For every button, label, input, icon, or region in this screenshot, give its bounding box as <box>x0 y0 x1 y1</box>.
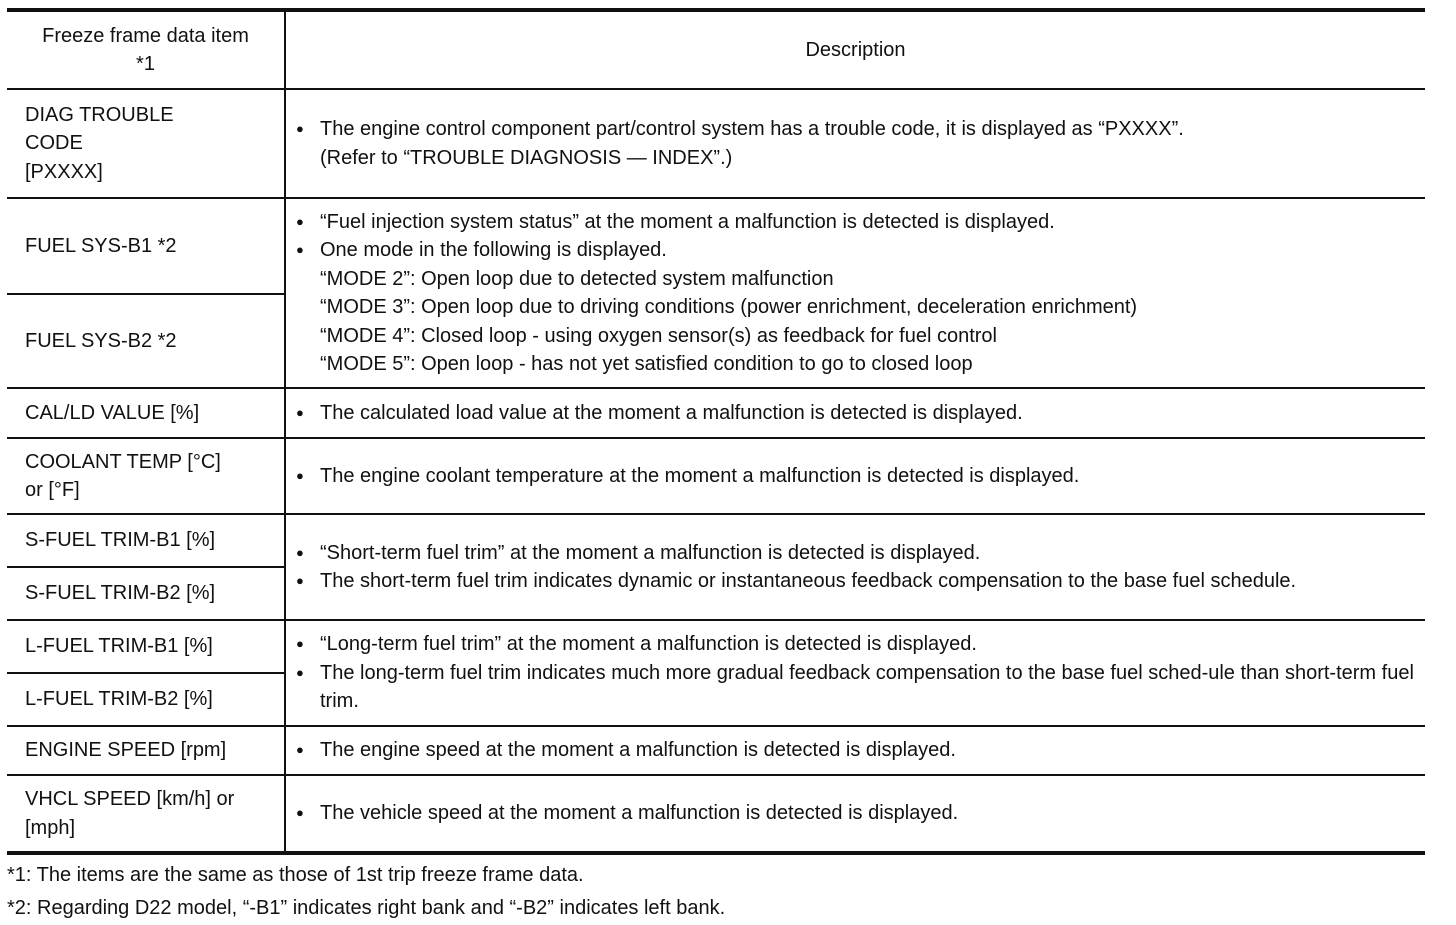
bullet-icon: ● <box>296 742 304 758</box>
mode-line: “MODE 3”: Open loop due to driving conditions (power enrichment, deceleration enrichment) <box>320 296 1138 318</box>
bullet-icon: ● <box>296 213 304 229</box>
item-label: CODE <box>25 132 83 155</box>
table-row-cal-ld-value <box>7 388 1425 438</box>
item-cell-l-fuel-trim-b2 <box>7 673 285 726</box>
item-label: FUEL SYS-B1 *2 <box>25 234 177 257</box>
item-label: S-FUEL TRIM-B1 [%] <box>25 529 216 552</box>
bullet-item <box>296 462 1415 491</box>
bullet-item <box>296 659 1415 716</box>
bullet-icon: ● <box>296 242 304 257</box>
item-label: COOLANT TEMP [°C] <box>25 450 221 473</box>
freeze-frame-table <box>7 8 1425 855</box>
item-label: S-FUEL TRIM-B2 [%] <box>25 582 216 605</box>
item-cell-fuel-sys-b1 <box>7 198 285 294</box>
item-label: [PXXXX] <box>25 160 103 183</box>
footnote-1: *1: The items are the same as those of 1st trip freeze frame data. <box>7 864 584 886</box>
description-cell-engine-speed <box>285 726 1425 775</box>
item-cell-l-fuel-trim-b1 <box>7 620 285 673</box>
table-row-diag-trouble-code <box>7 89 1425 198</box>
description-cell-vhcl-speed <box>285 775 1425 853</box>
bullet-icon: ● <box>296 805 304 821</box>
bullet-item <box>296 208 1415 237</box>
item-label: CAL/LD VALUE [%] <box>25 401 200 424</box>
description-cell-l-fuel-trim <box>285 620 1425 726</box>
description-text: The short-term fuel trim indicates dynamic or instantaneous feedback compensation to the base fuel schedule. <box>320 570 1297 592</box>
bullet-item <box>296 236 1415 265</box>
item-label: L-FUEL TRIM-B2 [%] <box>25 688 213 711</box>
table-row-vhcl-speed <box>7 775 1425 853</box>
footnote-2: *2: Regarding D22 model, “-B1” indicates right bank and “-B2” indicates left bank. <box>7 897 726 919</box>
description-text: (Refer to “TROUBLE DIAGNOSIS — INDEX”.) <box>320 146 733 169</box>
item-cell-s-fuel-trim-b1 <box>7 514 285 567</box>
header-item-cell <box>7 10 285 89</box>
table-header-row <box>7 10 1425 89</box>
item-cell-s-fuel-trim-b2 <box>7 567 285 620</box>
bullet-item <box>296 115 1415 172</box>
bullet-icon: ● <box>296 544 304 560</box>
description-text: The engine coolant temperature at the moment a malfunction is detected is displayed. <box>320 464 1080 487</box>
bullet-item <box>296 799 1415 828</box>
item-cell-vhcl-speed <box>7 775 285 853</box>
item-label: DIAG TROUBLE <box>25 103 174 126</box>
table-row-engine-speed <box>7 726 1425 775</box>
table-row-l-fuel-trim-b1 <box>7 620 1425 673</box>
item-label: [mph] <box>25 816 76 839</box>
mode-line: “MODE 2”: Open loop due to detected system malfunction <box>320 267 834 290</box>
header-description-label: Description <box>805 38 906 61</box>
description-cell-diag-trouble-code <box>285 89 1425 198</box>
bullet-item <box>296 539 1415 568</box>
table-row-coolant-temp <box>7 438 1425 514</box>
description-cell-fuel-sys <box>285 198 1425 388</box>
description-text: “Fuel injection system status” at the moment a malfunction is detected is displayed. <box>320 210 1055 233</box>
description-cell-s-fuel-trim <box>285 514 1425 620</box>
description-text: One mode in the following is displayed. <box>320 239 667 261</box>
footnotes <box>7 859 1425 925</box>
item-cell-diag-trouble-code <box>7 89 285 198</box>
item-label: or [°F] <box>25 479 80 501</box>
description-text: The long-term fuel trim indicates much more gradual feedback compensation to the base fuel sched-ule than short-term fuel trim. <box>320 661 1414 713</box>
item-label: FUEL SYS-B2 *2 <box>25 329 177 352</box>
header-item-label: Freeze frame data item <box>42 25 249 47</box>
bullet-icon: ● <box>296 467 304 483</box>
item-cell-fuel-sys-b2 <box>7 294 285 388</box>
description-text: The calculated load value at the moment a malfunction is detected is displayed. <box>320 401 1023 424</box>
bullet-icon: ● <box>296 404 304 420</box>
header-item-footnote: *1 <box>136 53 155 75</box>
description-cell-coolant-temp <box>285 438 1425 514</box>
mode-line: “MODE 4”: Closed loop - using oxygen sensor(s) as feedback for fuel control <box>320 324 997 347</box>
item-cell-engine-speed <box>7 726 285 775</box>
bullet-item <box>296 630 1415 659</box>
description-text: The engine speed at the moment a malfunction is detected is displayed. <box>320 739 956 762</box>
table-row-fuel-sys-b1 <box>7 198 1425 294</box>
item-label: ENGINE SPEED [rpm] <box>25 739 227 762</box>
description-text: The vehicle speed at the moment a malfunction is detected is displayed. <box>320 802 959 825</box>
bullet-icon: ● <box>296 636 304 652</box>
bullet-icon: ● <box>296 664 304 680</box>
bullet-item <box>296 736 1415 765</box>
freeze-frame-document <box>7 8 1425 925</box>
item-label: VHCL SPEED [km/h] or <box>25 788 235 810</box>
item-cell-coolant-temp <box>7 438 285 514</box>
header-description-cell <box>285 10 1425 89</box>
item-label: L-FUEL TRIM-B1 [%] <box>25 635 213 658</box>
table-row-s-fuel-trim-b1 <box>7 514 1425 567</box>
mode-line: “MODE 5”: Open loop - has not yet satisfied condition to go to closed loop <box>320 353 973 375</box>
bullet-item <box>296 567 1415 596</box>
bullet-item <box>296 399 1415 428</box>
bullet-icon: ● <box>296 573 304 588</box>
item-cell-cal-ld-value <box>7 388 285 438</box>
description-cell-cal-ld-value <box>285 388 1425 438</box>
description-text: “Short-term fuel trim” at the moment a malfunction is detected is displayed. <box>320 541 981 564</box>
description-text: “Long-term fuel trim” at the moment a malfunction is detected is displayed. <box>320 633 977 656</box>
bullet-icon: ● <box>296 121 304 136</box>
description-text: The engine control component part/control system has a trouble code, it is displayed as “PXXXX”. <box>320 118 1184 140</box>
